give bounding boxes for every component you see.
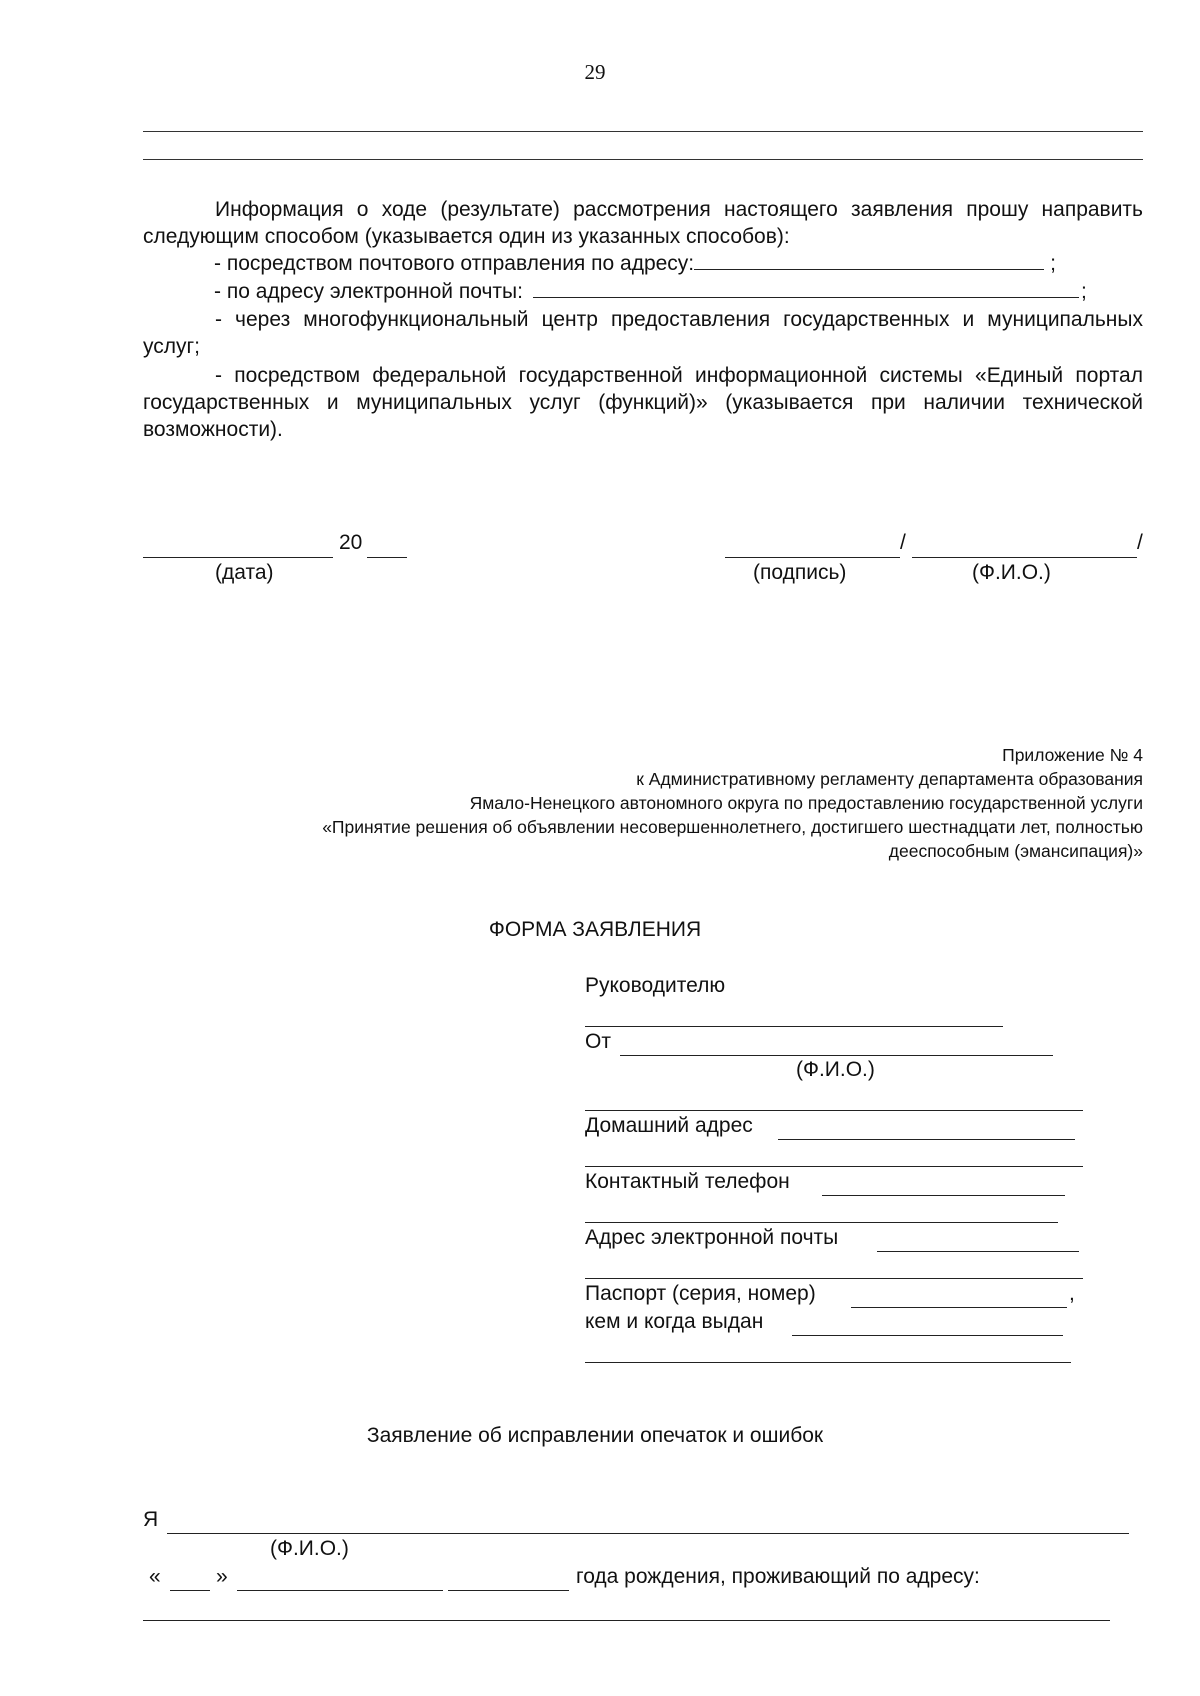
passport-comma: , xyxy=(1069,1282,1075,1305)
issued-by-blank[interactable] xyxy=(792,1335,1063,1336)
date-caption: (дата) xyxy=(215,561,274,584)
from-label: От xyxy=(585,1030,611,1053)
signature-blank[interactable] xyxy=(725,557,900,558)
quote-close: » xyxy=(216,1565,228,1588)
birth-day-blank[interactable] xyxy=(170,1590,210,1591)
issued-by-extra-blank[interactable] xyxy=(585,1362,1071,1363)
passport-blank[interactable] xyxy=(851,1307,1067,1308)
birth-text: года рождения, проживающий по адресу: xyxy=(576,1565,980,1588)
fio-caption: (Ф.И.О.) xyxy=(972,561,1051,584)
appendix-line-2: к Административному регламенту департамента образования xyxy=(636,769,1143,789)
appendix-note xyxy=(143,743,1143,863)
email-label: Адрес электронной почты xyxy=(585,1226,839,1249)
header-rule-top xyxy=(143,131,1143,132)
residence-address-blank[interactable] xyxy=(143,1620,1110,1621)
issued-by-label: кем и когда выдан xyxy=(585,1310,764,1333)
home-address-extra-blank[interactable] xyxy=(585,1166,1083,1167)
form-title: ФОРМА ЗАЯВЛЕНИЯ xyxy=(488,918,702,941)
from-extra-blank[interactable] xyxy=(585,1110,1083,1111)
option-portal xyxy=(143,362,1143,443)
appendix-line-4: «Принятие решения об объявлении несовершеннолетнего, достигшего шестнадцати лет, полностью xyxy=(322,817,1143,837)
year-prefix: 20 xyxy=(339,531,363,554)
phone-extra-blank[interactable] xyxy=(585,1222,1058,1223)
quote-open: « xyxy=(149,1565,161,1588)
appendix-line-1: Приложение № 4 xyxy=(1002,745,1143,765)
header-rule-bottom xyxy=(143,159,1143,160)
email-blank[interactable] xyxy=(533,279,1079,298)
fio-signature-blank[interactable] xyxy=(912,557,1137,558)
info-intro: Информация о ходе (результате) рассмотрения настоящего заявления прошу направить следующим способом (указывается один из указанных способов): xyxy=(143,198,1143,248)
option-post xyxy=(214,250,1056,277)
statement-title: Заявление об исправлении опечаток и ошибок xyxy=(366,1424,824,1447)
option-post-semicolon: ; xyxy=(1050,252,1056,275)
post-address-blank[interactable] xyxy=(694,251,1044,270)
option-email-label: - по адресу электронной почты: xyxy=(214,280,523,303)
page-number: 29 xyxy=(584,60,606,84)
birth-year-blank[interactable] xyxy=(448,1590,569,1591)
option-email-semicolon: ; xyxy=(1080,280,1087,303)
email-extra-blank[interactable] xyxy=(585,1278,1083,1279)
passport-label: Паспорт (серия, номер) xyxy=(585,1282,816,1305)
statement-fio-caption: (Ф.И.О.) xyxy=(270,1537,349,1560)
signature-caption: (подпись) xyxy=(753,561,847,584)
home-address-label: Домашний адрес xyxy=(585,1114,753,1137)
phone-blank[interactable] xyxy=(822,1195,1065,1196)
signature-slash-2: / xyxy=(1137,531,1143,554)
from-fio-caption: (Ф.И.О.) xyxy=(796,1058,875,1081)
appendix-line-3: Ямало-Ненецкого автономного округа по предоставлению государственной услуги xyxy=(469,793,1143,813)
to-head-label: Руководителю xyxy=(585,974,726,997)
info-paragraph xyxy=(143,196,1143,250)
from-fio-blank[interactable] xyxy=(620,1055,1053,1056)
option-mfc-text: - через многофункциональный центр предоставления государственных и муниципальных услуг; xyxy=(143,308,1143,358)
date-blank[interactable] xyxy=(143,557,333,558)
option-email xyxy=(214,278,1087,305)
phone-label: Контактный телефон xyxy=(585,1170,790,1193)
birth-month-blank[interactable] xyxy=(237,1590,443,1591)
statement-i: Я xyxy=(143,1508,159,1531)
option-mfc xyxy=(143,306,1143,360)
home-address-blank[interactable] xyxy=(778,1139,1075,1140)
form-email-blank[interactable] xyxy=(877,1251,1079,1252)
option-post-label: - посредством почтового отправления по адресу: xyxy=(214,252,695,275)
appendix-line-5: дееспособным (эмансипация)» xyxy=(888,841,1143,861)
head-name-blank[interactable] xyxy=(585,1026,1003,1027)
signature-slash-1: / xyxy=(900,531,906,554)
option-portal-text: - посредством федеральной государственной информационной системы «Единый портал государственных и муниципальных услуг (функций)» (указывается при наличии технической возможности). xyxy=(143,364,1143,441)
year-blank[interactable] xyxy=(367,557,407,558)
applicant-fio-blank[interactable] xyxy=(167,1533,1129,1534)
